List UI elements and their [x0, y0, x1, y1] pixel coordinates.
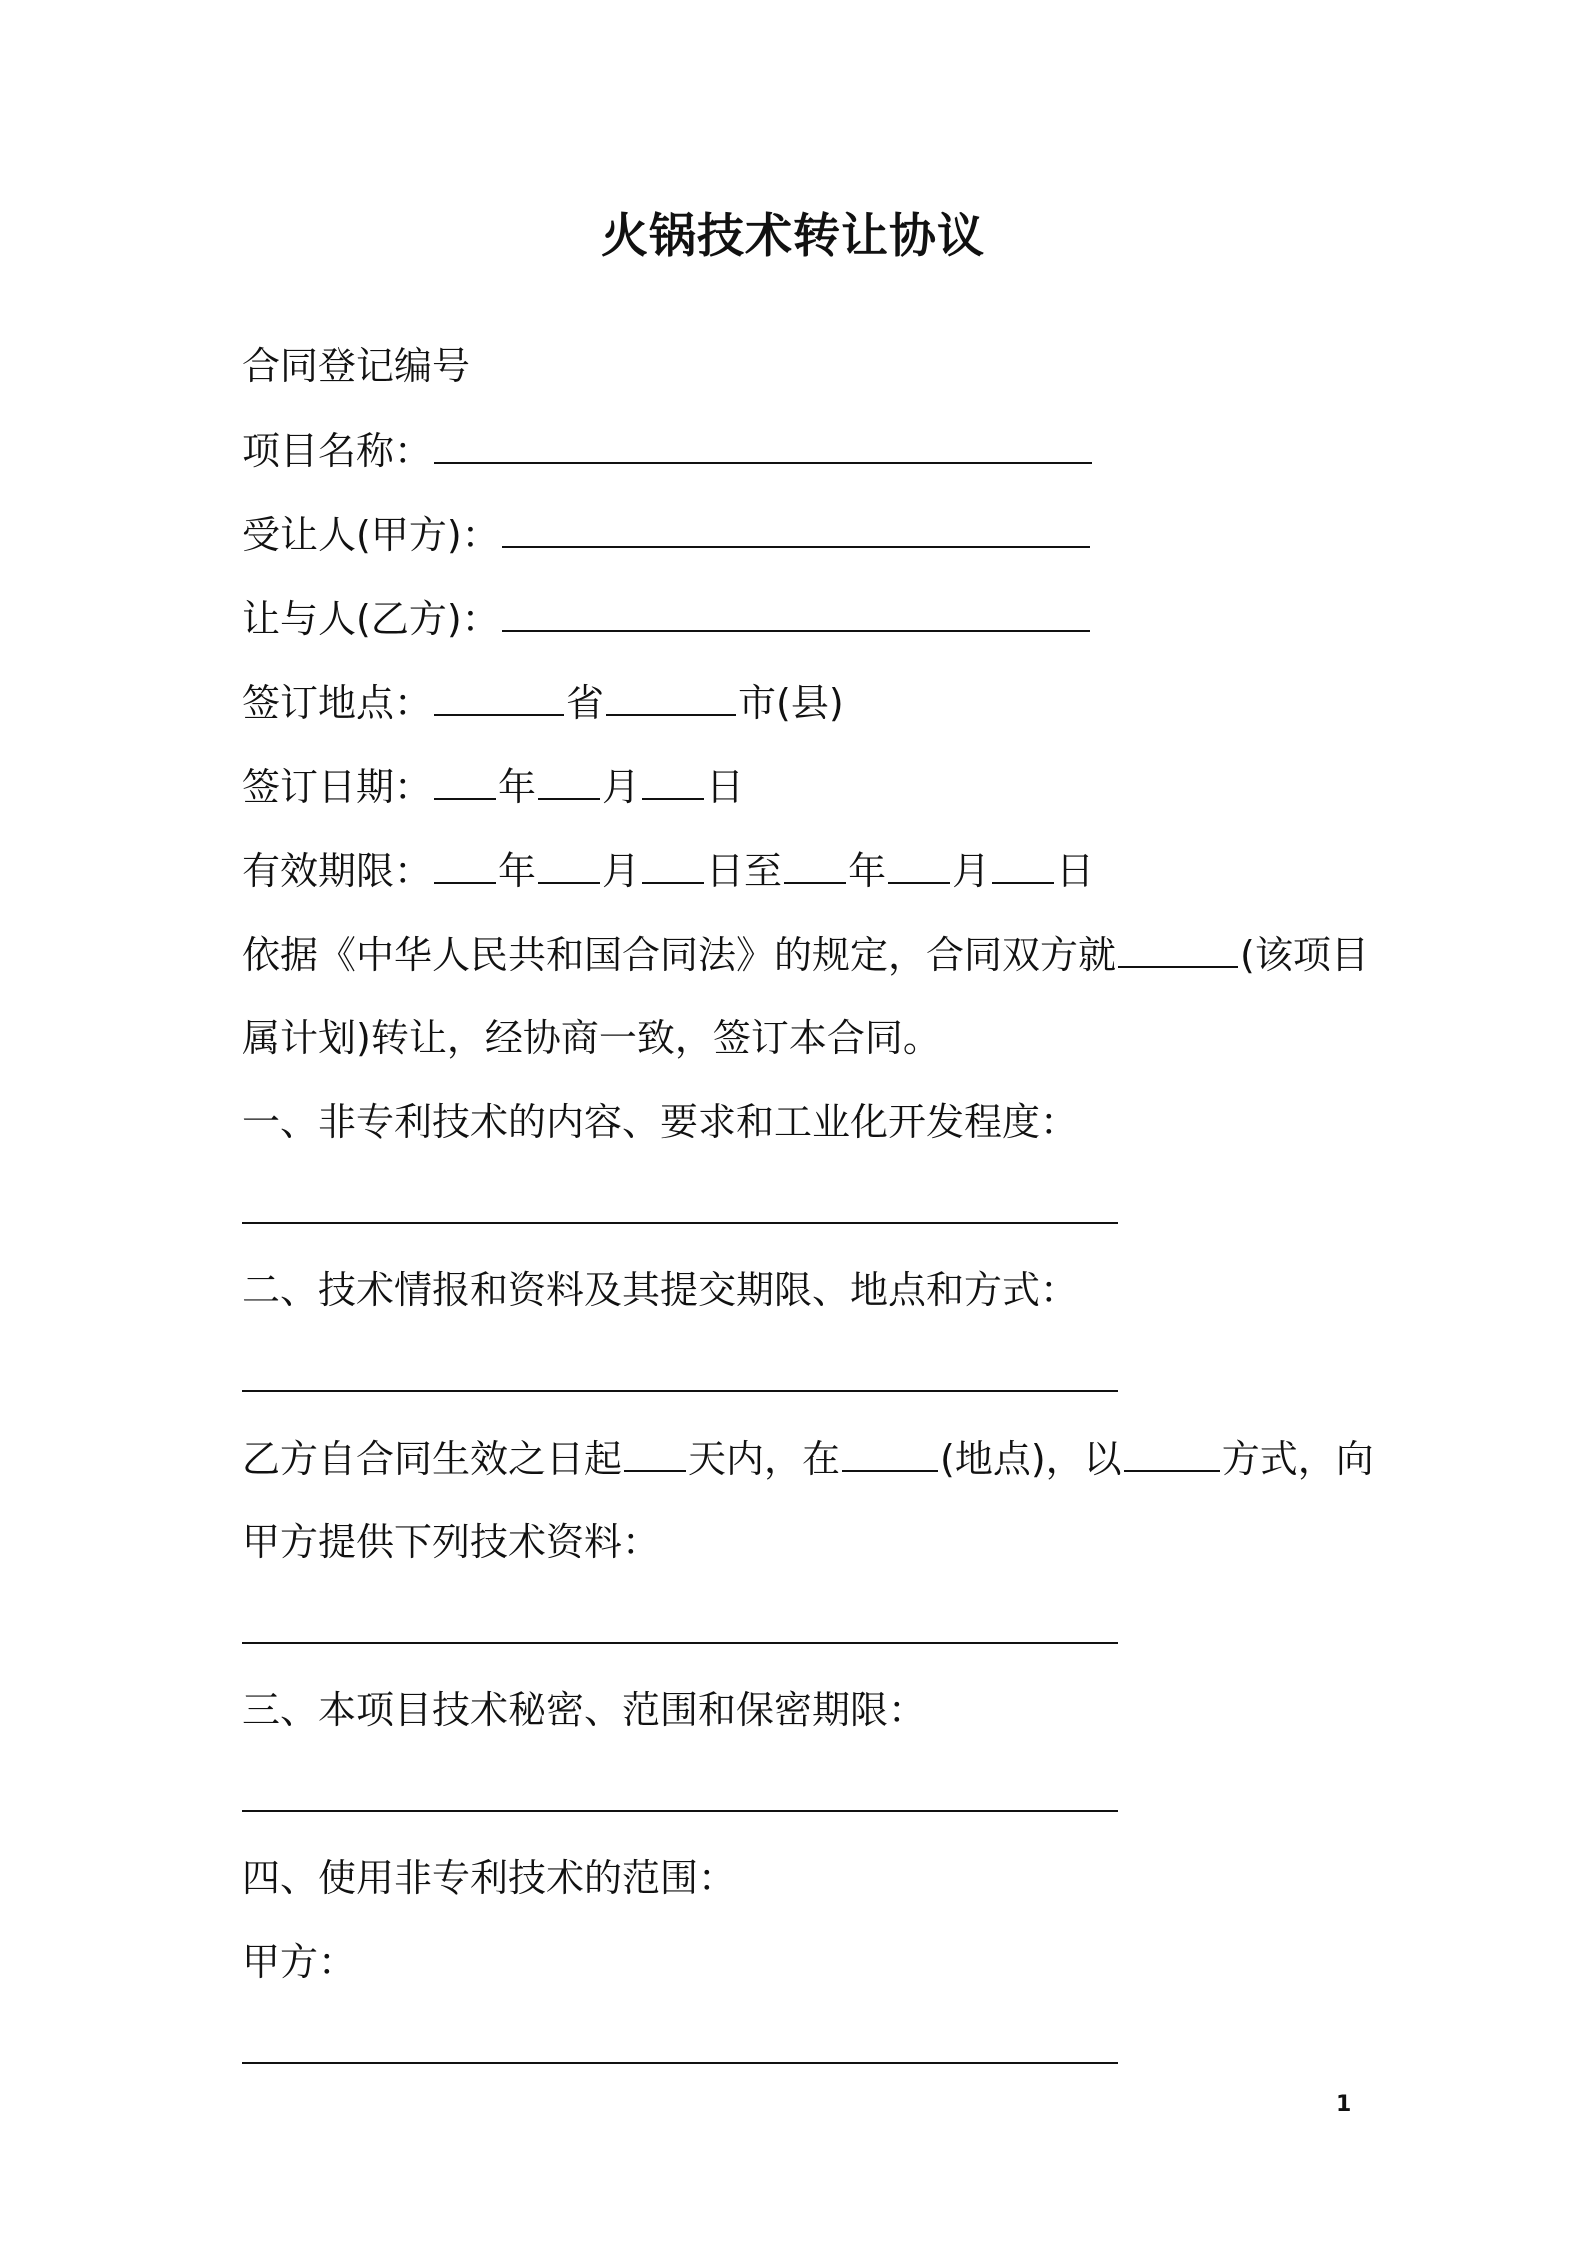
city-blank[interactable] — [606, 674, 736, 716]
validity-label: 有效期限： — [242, 849, 433, 893]
signing-year-label: 年 — [498, 765, 537, 809]
signing-month-label: 月 — [602, 765, 641, 809]
start-year-blank[interactable] — [434, 842, 496, 884]
section-3-heading — [242, 1682, 926, 1738]
signing-day-label: 日 — [706, 765, 745, 809]
start-year-label: 年 — [498, 849, 537, 893]
section-4-heading-text: 四、使用非专利技术的范围： — [242, 1856, 737, 1900]
section-1-heading — [242, 1094, 1078, 1150]
section-1-fill-line[interactable] — [242, 1222, 1118, 1224]
delivery-text-5: 甲方提供下列技术资料： — [242, 1520, 661, 1564]
assignee-label: 受让人(甲方)： — [242, 513, 500, 557]
party-a-label: 甲方： — [242, 1940, 357, 1984]
validity-line — [242, 842, 1094, 899]
delivery-method-blank[interactable] — [1124, 1430, 1220, 1472]
section-3-heading-text: 三、本项目技术秘密、范围和保密期限： — [242, 1688, 927, 1732]
end-year-label: 年 — [848, 849, 887, 893]
delivery-fill-line[interactable] — [242, 1642, 1118, 1644]
party-a-line — [242, 1934, 356, 1990]
assignor-label: 让与人(乙方)： — [242, 597, 500, 641]
delivery-text-1: 乙方自合同生效之日起 — [242, 1437, 623, 1481]
project-name-label: 项目名称： — [242, 429, 433, 473]
end-day-blank[interactable] — [992, 842, 1054, 884]
section-3-fill-line[interactable] — [242, 1810, 1118, 1812]
province-label: 省 — [566, 681, 605, 725]
signing-place-line — [242, 674, 844, 731]
section-2-fill-line[interactable] — [242, 1390, 1118, 1392]
delivery-days-blank[interactable] — [624, 1430, 686, 1472]
start-day-blank[interactable] — [642, 842, 704, 884]
assignee-blank[interactable] — [502, 506, 1090, 548]
end-month-blank[interactable] — [888, 842, 950, 884]
end-month-label: 月 — [952, 849, 991, 893]
page-number: 1 — [1336, 2092, 1352, 2117]
basis-line-1 — [242, 926, 1369, 983]
province-blank[interactable] — [434, 674, 564, 716]
basis-text-1: 依据《中华人民共和国合同法》的规定，合同双方就 — [242, 933, 1117, 977]
signing-year-blank[interactable] — [434, 758, 496, 800]
signing-date-label: 签订日期： — [242, 765, 433, 809]
start-month-label: 月 — [602, 849, 641, 893]
party-a-fill-line[interactable] — [242, 2062, 1118, 2064]
assignee-line — [242, 506, 1092, 563]
delivery-text-3: (地点)，以 — [940, 1437, 1122, 1481]
delivery-text-2: 天内，在 — [688, 1437, 841, 1481]
project-name-line — [242, 422, 1094, 479]
start-day-to-label: 日至 — [706, 849, 783, 893]
signing-date-line — [242, 758, 744, 815]
registration-number-label: 合同登记编号 — [242, 344, 471, 388]
delivery-text-4: 方式，向 — [1221, 1437, 1374, 1481]
assignor-line — [242, 590, 1092, 647]
section-4-heading — [242, 1850, 736, 1906]
basis-text-2: (该项目 — [1240, 933, 1369, 977]
signing-month-blank[interactable] — [538, 758, 600, 800]
end-day-label: 日 — [1056, 849, 1095, 893]
section-1-heading-text: 一、非专利技术的内容、要求和工业化开发程度： — [242, 1100, 1079, 1144]
assignor-blank[interactable] — [502, 590, 1090, 632]
project-subject-blank[interactable] — [1118, 926, 1238, 968]
section-2-heading — [242, 1262, 1078, 1318]
delivery-place-blank[interactable] — [842, 1430, 938, 1472]
basis-line-2 — [242, 1010, 941, 1066]
section-2-heading-text: 二、技术情报和资料及其提交期限、地点和方式： — [242, 1268, 1079, 1312]
basis-text-3: 属计划)转让，经协商一致，签订本合同。 — [242, 1016, 941, 1060]
registration-number-line — [242, 338, 470, 394]
project-name-blank[interactable] — [434, 422, 1092, 464]
start-month-blank[interactable] — [538, 842, 600, 884]
end-year-blank[interactable] — [784, 842, 846, 884]
delivery-line-2 — [242, 1514, 660, 1570]
delivery-line-1 — [242, 1430, 1374, 1487]
document-title: 火锅技术转让协议 — [601, 209, 985, 264]
signing-place-label: 签订地点： — [242, 681, 433, 725]
signing-day-blank[interactable] — [642, 758, 704, 800]
city-label: 市(县) — [738, 681, 844, 725]
